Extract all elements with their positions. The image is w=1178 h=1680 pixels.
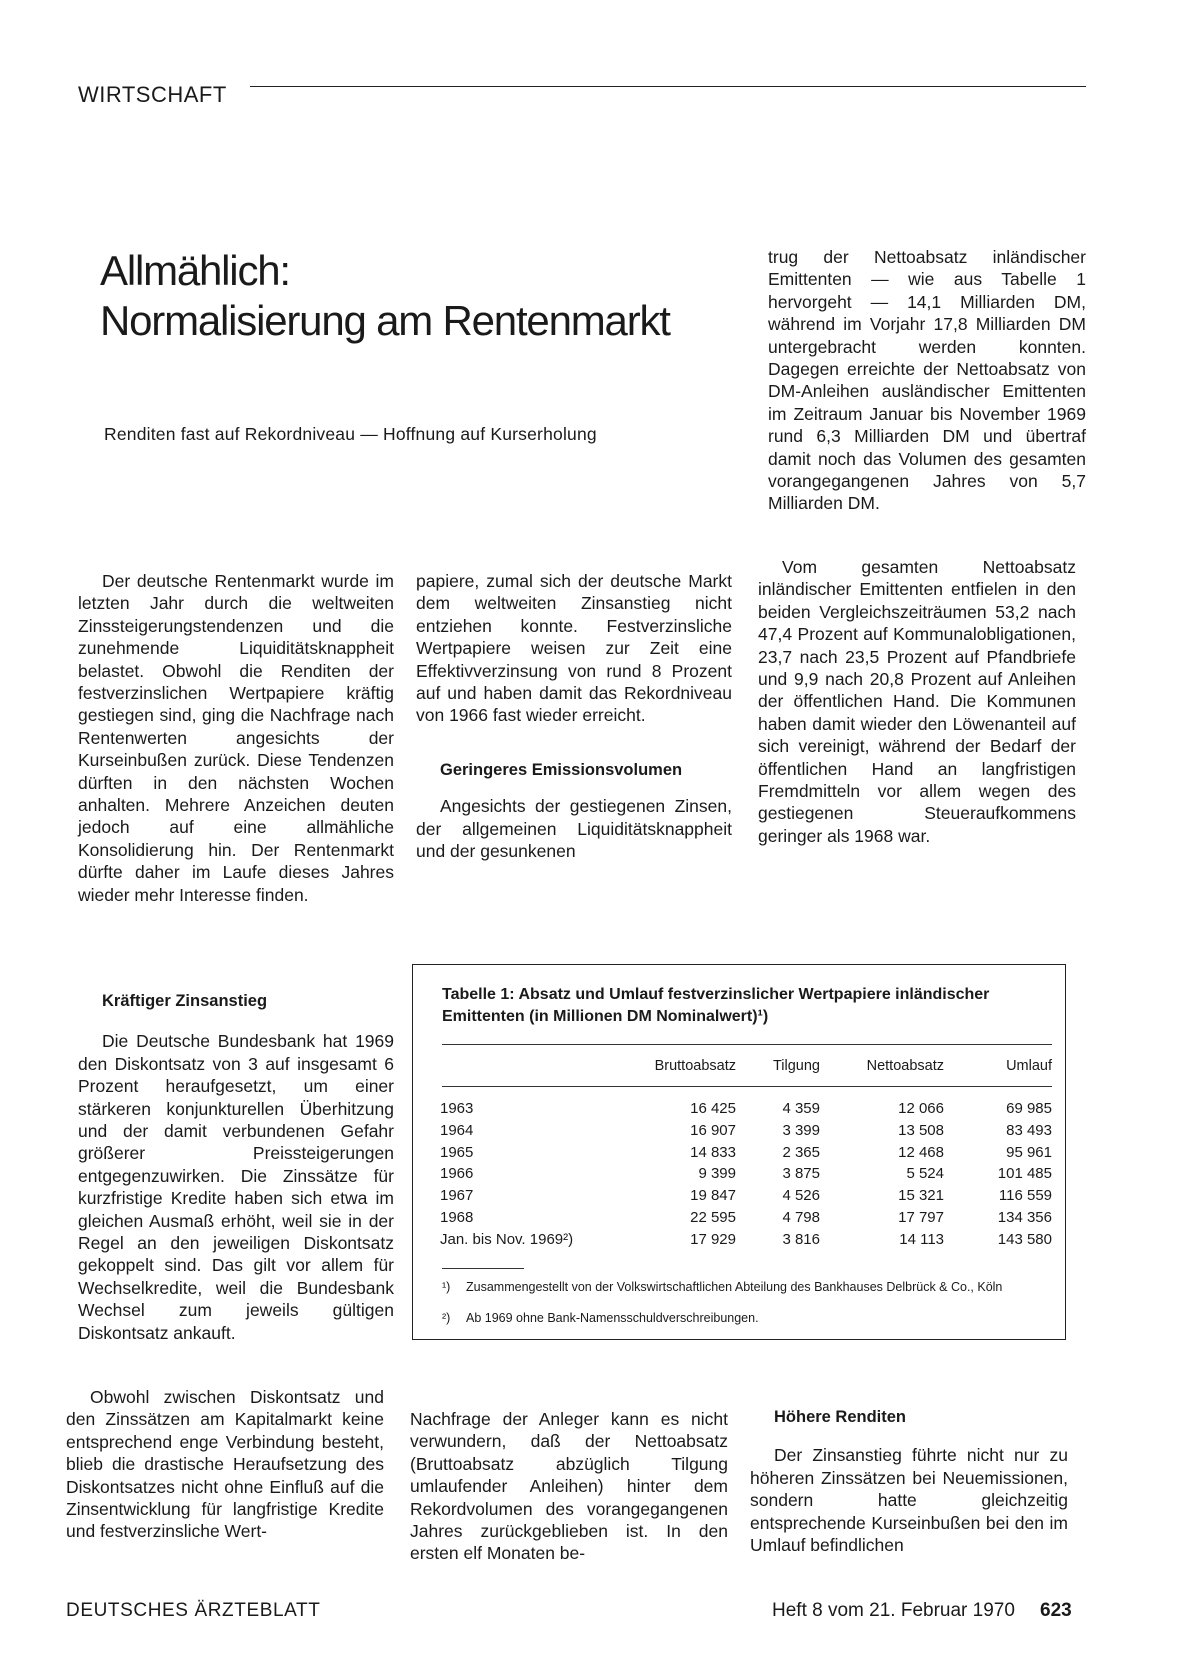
table-cell: 4 798 [782, 1208, 820, 1226]
section-rule [250, 86, 1086, 87]
table-cell: 3 816 [782, 1230, 820, 1248]
table-cell: 1965 [440, 1143, 474, 1161]
table-cell: 15 321 [898, 1187, 944, 1205]
table-cell: 16 907 [690, 1121, 736, 1139]
column-header: Bruttoabsatz [654, 1058, 736, 1074]
paragraph: Angesichts der gestiegenen Zinsen, der allgemeinen Liquiditätsknappheit und der gesunkenen [416, 796, 732, 862]
table-rule-top [442, 1044, 1052, 1045]
table-cell: 14 833 [690, 1143, 736, 1161]
column-1-upper [78, 570, 394, 906]
table-cell: 1964 [440, 1121, 474, 1139]
column-3-top [768, 246, 1086, 515]
article-subtitle: Renditen fast auf Rekordniveau — Hoffnung auf Kurserholung [104, 424, 597, 444]
table-cell: 1963 [440, 1100, 474, 1117]
table-cell: 116 559 [998, 1187, 1052, 1205]
table-rule-header [442, 1086, 1052, 1087]
paragraph: Obwohl zwischen Diskontsatz und den Zinssätzen am Kapitalmarkt keine entsprechend enge Verbindung besteht, blieb die drastische Heraufsetzung des Diskontsatzes nicht ohne Einfluß auf die Zinsentwicklung für langfristige Kredite und festverzinsliche Wert- [66, 1387, 384, 1542]
section-heading: Kräftiger Zinsanstieg [102, 992, 268, 1010]
table-cell: 4 526 [782, 1187, 820, 1205]
table-cell: 16 425 [690, 1100, 736, 1117]
table-cell: 5 524 [906, 1165, 944, 1183]
table-cell: 4 359 [782, 1100, 820, 1117]
footnote-1: Zusammengestellt von der Volkswirtschaftlichen Abteilung des Bankhauses Delbrück & Co., Köln [466, 1280, 1003, 1294]
paragraph: Der Zinsanstieg führte nicht nur zu höheren Zinssätzen bei Neuemissionen, sondern hatte gleichzeitig entsprechende Kurseinbußen bei den im Umlauf befindlichen [750, 1445, 1068, 1556]
table-cell: 101 485 [997, 1165, 1052, 1183]
table-cell: 1966 [440, 1165, 474, 1183]
table-cell: 17 929 [690, 1230, 736, 1248]
title-line-2: Normalisierung am Rentenmarkt [100, 297, 670, 344]
table-cell: 143 580 [997, 1230, 1052, 1248]
paragraph: Nachfrage der Anleger kann es nicht verwundern, daß der Nettoabsatz (Bruttoabsatz abzüglich Tilgung umlaufender Anleihen) hinter dem Rekordvolumen des vorangegangenen Jahres zurückgeblieben ist. In den ersten elf Monaten be- [410, 1409, 728, 1564]
column-1-middle [78, 990, 394, 1344]
column-3-upper [758, 556, 1076, 847]
table-row [440, 1207, 1052, 1229]
title-line-1: Allmählich: [100, 247, 290, 294]
paragraph: Die Deutsche Bundesbank hat 1969 den Diskontsatz von 3 auf insgesamt 6 Prozent heraufgesetzt, um einer stärkeren konjunkturellen Überhitzung und der damit verbundenen Gefahr größerer Preissteigerungen entgegenzuwirken. Die Zinssätze für kurzfristige Kredite haben sich etwa im gleichen Ausmaß erhöht, weil sie in der Regel an den jeweiligen Diskontsatz gekoppelt sind. Das gilt vor allem für Wechselkredite, weil die Bundesbank Wechsel zum jeweils gültigen Diskontsatz ankauft. [78, 1031, 394, 1343]
column-header: Umlauf [1006, 1058, 1052, 1074]
table-cell: 9 399 [698, 1165, 736, 1183]
table-cell: 1967 [440, 1187, 474, 1205]
section-label: WIRTSCHAFT [78, 82, 227, 107]
table-cell: 12 066 [898, 1100, 944, 1117]
table-cell: 3 399 [782, 1121, 820, 1139]
page-number: 623 [1040, 1600, 1072, 1621]
table-cell: 83 493 [1006, 1121, 1052, 1139]
table-cell: 22 595 [690, 1208, 736, 1226]
data-table [440, 1098, 1052, 1251]
column-header: Tilgung [772, 1058, 820, 1074]
issue-info: Heft 8 vom 21. Februar 1970 [772, 1600, 1015, 1621]
table-cell: 13 508 [898, 1121, 944, 1139]
paragraph: Der deutsche Rentenmarkt wurde im letzten Jahr durch die weltweiten Zinssteigerungstendenzen und die zunehmende Liquiditätsknappheit belastet. Obwohl die Renditen der festverzinslichen Wertpapiere kräftig gestiegen sind, ging die Nachfrage nach Rentenwerten angesichts der Kurseinbußen zurück. Diese Tendenzen dürften in den nächsten Wochen anhalten. Mehrere Anzeichen deuten jedoch auf eine allmähliche Konsolidierung hin. Der Rentenmarkt dürfte daher im Laufe dieses Jahres wieder mehr Interesse finden. [78, 571, 394, 905]
table-cell: 95 961 [1006, 1143, 1052, 1161]
footnote-rule [442, 1268, 524, 1269]
table-row [440, 1120, 1052, 1142]
article-title [100, 246, 670, 346]
column-2-lower [410, 1408, 728, 1565]
journal-name: DEUTSCHES ÄRZTEBLATT [66, 1600, 321, 1621]
table-cell: 134 356 [997, 1208, 1052, 1226]
column-2-upper [416, 570, 732, 862]
table-row [440, 1098, 1052, 1120]
table-cell: 1968 [440, 1208, 474, 1226]
column-3-lower [750, 1406, 1068, 1556]
table-caption: Tabelle 1: Absatz und Umlauf festverzinslicher Wertpapiere inländischer Emittenten (in Millionen DM Nominalwert)¹) [442, 986, 990, 1025]
column-1-lower [66, 1386, 384, 1543]
column-header: Nettoabsatz [866, 1058, 944, 1074]
footnote-mark: ¹) [442, 1280, 451, 1294]
section-heading: Höhere Renditen [774, 1408, 907, 1426]
table-cell: 3 875 [782, 1165, 820, 1183]
section-heading: Geringeres Emissionsvolumen [440, 760, 683, 779]
table-row [440, 1229, 1052, 1251]
table-cell: 2 365 [782, 1143, 820, 1161]
table-cell: Jan. bis Nov. 1969²) [440, 1230, 574, 1248]
table-cell: 14 113 [899, 1230, 944, 1248]
table-cell: 17 797 [898, 1208, 944, 1226]
paragraph: papiere, zumal sich der deutsche Markt dem weltweiten Zinsanstieg nicht entziehen konnte. Festverzinsliche Wertpapiere weisen zur Zeit eine Effektivverzinsung von rund 8 Prozent auf und haben damit das Rekordniveau von 1966 fast wieder erreicht. [416, 571, 732, 726]
paragraph: Vom gesamten Nettoabsatz inländischer Emittenten entfielen in den beiden Vergleichszeiträumen 53,2 nach 47,4 Prozent auf Kommunalobligationen, 23,7 nach 23,5 Prozent auf Pfandbriefe und 9,9 nach 20,8 Prozent auf Anleihen der öffentlichen Hand. Die Kommunen haben damit wieder den Löwenanteil auf sich vereinigt, während der Bedarf der öffentlichen Hand an langfristigen Fremdmitteln vor allem wegen des gestiegenen Steueraufkommens geringer als 1968 war. [758, 557, 1076, 846]
table-cell: 12 468 [898, 1143, 944, 1161]
table-cell: 19 847 [690, 1187, 736, 1205]
table-row [440, 1142, 1052, 1164]
paragraph: trug der Nettoabsatz inländischer Emittenten — wie aus Tabelle 1 hervorgeht — 14,1 Milliarden DM, während im Vorjahr 17,8 Milliarden DM untergebracht werden konnten. Dagegen erreichte der Nettoabsatz von DM-Anleihen ausländischer Emittenten im Zeitraum Januar bis November 1969 rund 6,3 Milliarden DM und übertraf damit noch das Volumen des gesamten vorangegangenen Jahres von 5,7 Milliarden DM. [768, 247, 1086, 514]
footnote-mark: ²) [442, 1311, 451, 1325]
table-row [440, 1185, 1052, 1207]
footnote-2: Ab 1969 ohne Bank-Namensschuldverschreibungen. [466, 1311, 759, 1325]
table-cell: 69 985 [1006, 1100, 1052, 1117]
table-row [440, 1163, 1052, 1185]
